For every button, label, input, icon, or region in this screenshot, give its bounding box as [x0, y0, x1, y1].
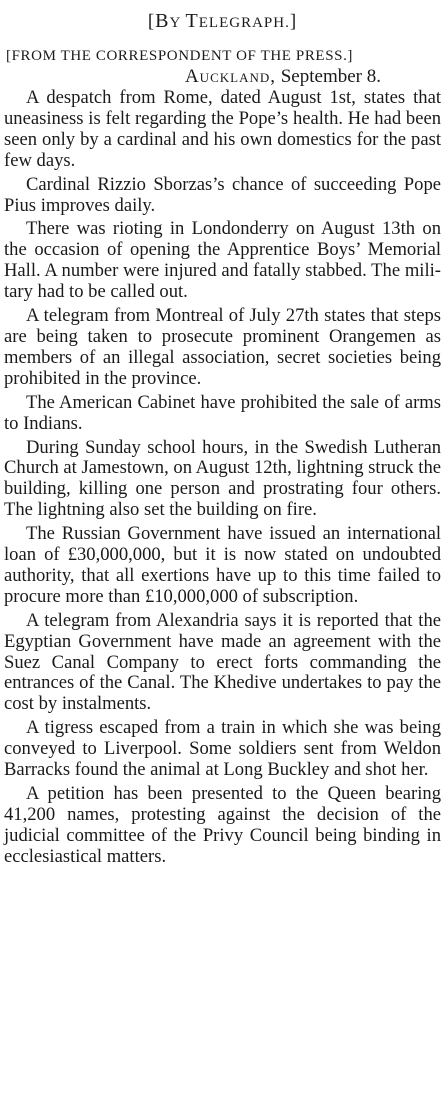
heading-telegraph: ELEGRAPH.	[198, 15, 290, 31]
paragraph-queen-petition: A petition has been presented to the Queen bearing 41,200 names, protesting against the decision of the judicial committee of the Privy Council being binding in ecclesiastical matters.	[4, 783, 441, 867]
heading-initial-b: B	[155, 10, 170, 32]
dateline-date: September 8.	[275, 66, 381, 87]
heading-close-bracket: ]	[289, 11, 298, 32]
heading-by: Y	[169, 15, 186, 31]
heading-open-bracket: [	[147, 11, 156, 32]
source-line: [FROM THE CORRESPONDENT OF THE PRESS.]	[6, 48, 354, 64]
paragraph-american-cabinet: The American Cabinet have prohibited the sale of arms to Indians.	[4, 391, 441, 434]
paragraph-russian-loan: The Russian Government have issued an international loan of £30,000,000, but it is now stated on undoubted authority, that all exertions have up to this time failed to procure more than £10,000,000 of subscription.	[4, 523, 441, 607]
paragraph-londonderry-riot: There was rioting in Londonderry on August 13th on the occasion of opening the Apprentice Boys’ Memorial Hall. A number were injured and fatally stabbed. The military had to be called out.	[4, 218, 441, 303]
paragraph-suez-canal-forts: A telegram from Alexandria says it is reported that the Egyptian Government have made an agreement with the Suez Canal Company to erect forts commanding the entrances of the Canal. The Khedive undertakes to pay the cost by instalments.	[4, 609, 441, 715]
paragraph-cardinal-sborzas: Cardinal Rizzio Sborzas’s chance of succeeding Pope Pius improves daily.	[4, 173, 441, 216]
paragraph-jamestown-lightning: During Sunday school hours, in the Swedish Lutheran Church at Jamestown, on August 12th, lightning struck the building, killing one person and prostrating four others. The lightning also set the building on fire.	[4, 436, 441, 521]
section-heading	[4, 8, 441, 36]
paragraph-montreal-orangemen: A telegram from Montreal of July 27th states that steps are being taken to prosecute prominent Orangemen as members of an illegal association, secret societies being prohibited in the province.	[4, 305, 441, 389]
heading-initial-t: T	[185, 10, 199, 32]
dateline	[4, 66, 441, 88]
paragraph-tigress-escape: A tigress escaped from a train in which she was being conveyed to Liverpool. Some soldiers sent from Weldon Barracks found the animal at Long Buckley and shot her.	[4, 717, 441, 781]
dateline-city: Auckland,	[184, 66, 276, 87]
paragraph-pope-health: A despatch from Rome, dated August 1st, states that uneasiness is felt regarding the Pope’s health. He had been seen only by a cardinal and his own domestics for the past few days.	[4, 87, 441, 171]
